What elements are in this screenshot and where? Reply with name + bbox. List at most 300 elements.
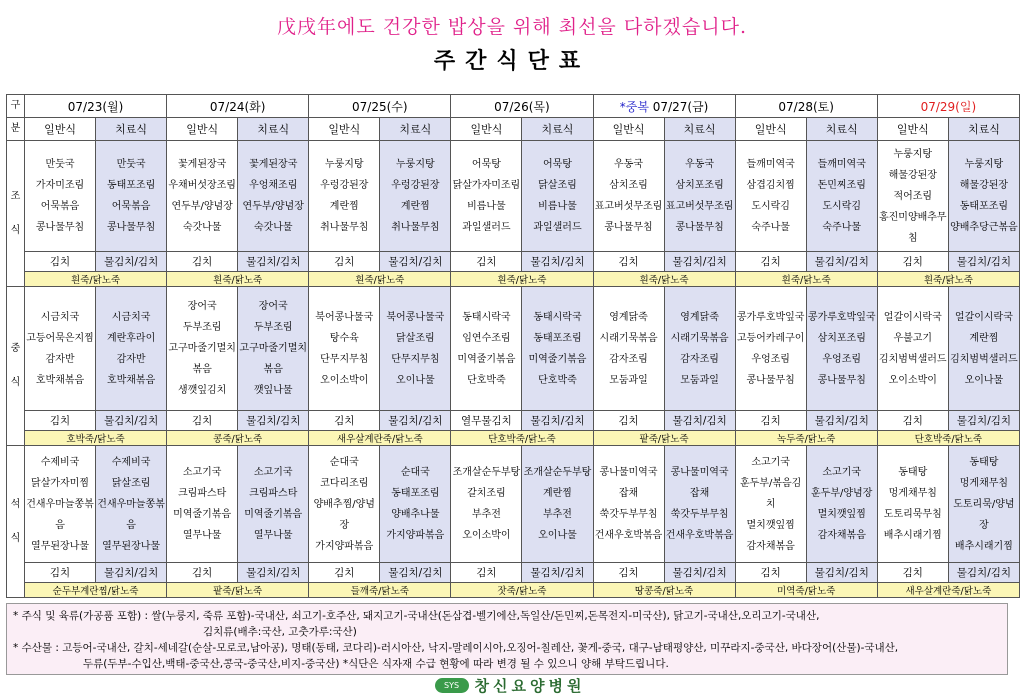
lunch-diet-dishes xyxy=(238,287,309,411)
diet-kimchi-cell: 물김치/김치 xyxy=(380,563,451,583)
hospital-logo-mark: SYS xyxy=(435,678,469,693)
kimchi-cell: 김치 xyxy=(593,252,664,272)
dinner-regular-dishes xyxy=(309,446,380,563)
dish-item: 순대국 xyxy=(329,456,359,468)
slogan-banner: 戊戌年에도 건강한 밥상을 위해 최선을 다하겠습니다. xyxy=(277,16,747,38)
day-date-header xyxy=(25,95,167,118)
dish-item: 닭살조림 xyxy=(538,180,577,191)
dish-item: 수제비국 xyxy=(111,456,151,468)
dish-item: 우엉채조림 xyxy=(249,180,298,191)
dish-item: 시금치국 xyxy=(40,311,80,323)
diet-kimchi-cell: 물김치/김치 xyxy=(806,252,877,272)
dish-item: 동태포조림 xyxy=(391,488,440,499)
dish-item: 콩나물무침 xyxy=(746,374,795,386)
day-date: 07/24(화) xyxy=(209,99,266,114)
dish-item: 오이나물 xyxy=(396,374,435,386)
dish-item: 호박채볶음 xyxy=(106,374,156,386)
kimchi-cell: 김치 xyxy=(167,411,238,431)
hospital-name: 창신요양병원 xyxy=(474,676,586,695)
origin-notes xyxy=(6,603,1008,675)
breakfast-regular-dishes xyxy=(451,141,522,252)
dish-item: 닭살조림 xyxy=(396,332,435,344)
dish-item: 누룽지탕 xyxy=(964,159,1004,170)
dinner-regular-dishes xyxy=(25,446,96,563)
porridge-cell: 땅콩죽/닭노죽 xyxy=(593,583,735,598)
row-header-top: 구 xyxy=(7,95,25,118)
dish-item: 열무나물 xyxy=(182,530,222,541)
dish-item: 소고기국 xyxy=(182,467,222,478)
dish-item: 가자미조림 xyxy=(35,180,85,191)
day-date: 07/26(목) xyxy=(494,99,550,114)
dish-item: 계란찜 xyxy=(969,332,999,344)
meal-label-char: 식 xyxy=(10,224,21,236)
dinner-regular-dishes xyxy=(735,446,806,563)
dish-item: 오이나물 xyxy=(538,530,577,541)
dish-item: 건새우호박볶음 xyxy=(594,530,663,541)
dish-item: 삼치조림 xyxy=(609,180,648,191)
dinner-diet-dishes xyxy=(380,446,451,563)
diet-type-label: 치료식 xyxy=(96,118,167,141)
breakfast-diet-dishes xyxy=(380,141,451,252)
porridge-cell: 흰죽/닭노죽 xyxy=(735,272,877,287)
dish-item: 김치범벅샐러드 xyxy=(950,353,1018,365)
dish-item: 감자채볶음 xyxy=(746,540,795,552)
dish-item: 양배추당근볶음 xyxy=(950,222,1018,233)
dish-item: 어묵탕 xyxy=(542,159,572,170)
dish-item: 멍게채무침 xyxy=(888,488,937,499)
dish-item: 멍게채무침 xyxy=(959,477,1009,489)
diet-type-label: 치료식 xyxy=(948,118,1019,141)
weekly-menu-table xyxy=(6,94,1020,598)
dish-item: 부추전 xyxy=(542,509,572,520)
dish-item: 크림파스타 xyxy=(249,488,298,499)
dish-item: 들깨미역국 xyxy=(817,159,866,170)
meal-label-char: 식 xyxy=(10,532,21,544)
dish-item: 꽃게된장국 xyxy=(178,159,227,170)
kimchi-cell: 김치 xyxy=(877,411,948,431)
dish-item: 북어콩나물국 xyxy=(315,311,374,323)
dish-item: 감자반 xyxy=(45,353,75,365)
dish-item: 건새우마늘쫑볶음 xyxy=(26,498,94,531)
lunch-diet-dishes xyxy=(380,287,451,411)
kimchi-cell: 열무물김치 xyxy=(451,411,522,431)
porridge-cell: 순두부계란찜/닭노죽 xyxy=(25,583,167,598)
dish-item: 순대국 xyxy=(400,467,430,478)
dish-item: 장어국 xyxy=(187,301,217,312)
dish-item: 얼갈이시락국 xyxy=(954,311,1013,323)
dish-item: 과일샐러드 xyxy=(462,222,511,233)
dish-item: 어묵볶음 xyxy=(40,201,80,212)
porridge-cell: 흰죽/닭노죽 xyxy=(593,272,735,287)
lunch-diet-dishes xyxy=(948,287,1019,411)
dish-item: 고구마줄기멸치볶음 xyxy=(168,343,236,375)
porridge-cell: 새우살계란죽/닭노죽 xyxy=(309,431,451,446)
regular-type-label: 일반식 xyxy=(309,118,380,141)
kimchi-cell: 김치 xyxy=(309,563,380,583)
dish-item: 과일샐러드 xyxy=(533,222,582,233)
dish-item: 양배추나물 xyxy=(391,509,440,520)
dish-item: 닭살가자미찜 xyxy=(31,477,90,489)
regular-type-label: 일반식 xyxy=(877,118,948,141)
breakfast-regular-dishes xyxy=(593,141,664,252)
diet-kimchi-cell: 물김치/김치 xyxy=(948,411,1019,431)
day-date-header xyxy=(593,95,735,118)
dish-item: 취나물무침 xyxy=(391,222,440,233)
dish-item: 조개살순두부탕 xyxy=(523,467,592,478)
diet-type-label: 치료식 xyxy=(522,118,593,141)
diet-kimchi-cell: 물김치/김치 xyxy=(522,252,593,272)
diet-type-label: 치료식 xyxy=(664,118,735,141)
breakfast-regular-dishes xyxy=(735,141,806,252)
dish-item: 미역줄기볶음 xyxy=(457,353,516,365)
lunch-diet-dishes xyxy=(664,287,735,411)
dish-item: 비름나물 xyxy=(467,201,506,212)
dish-item: 쑥갓두부무침 xyxy=(599,509,658,520)
diet-kimchi-cell: 물김치/김치 xyxy=(380,411,451,431)
dish-item: 단호박죽 xyxy=(467,374,506,386)
lunch-regular-dishes xyxy=(735,287,806,411)
meal-label-dinner xyxy=(7,446,25,598)
dish-item: 연두부/양념장 xyxy=(242,201,304,212)
dish-item: 연두부/양념장 xyxy=(171,201,233,212)
dish-item: 계란찜 xyxy=(400,201,430,212)
diet-kimchi-cell: 물김치/김치 xyxy=(806,563,877,583)
dish-item: 수제비국 xyxy=(40,456,80,468)
dish-item: 갈치조림 xyxy=(467,488,506,499)
dish-item: 우렁강된장 xyxy=(320,180,369,191)
diet-kimchi-cell: 물김치/김치 xyxy=(664,563,735,583)
dish-item: 모둠과일 xyxy=(609,374,648,386)
dish-item: 숙갓나물 xyxy=(253,222,293,233)
porridge-cell: 미역죽/닭노죽 xyxy=(735,583,877,598)
meal-label-breakfast xyxy=(7,141,25,287)
breakfast-regular-dishes xyxy=(25,141,96,252)
porridge-cell: 흰죽/닭노죽 xyxy=(877,272,1019,287)
breakfast-diet-dishes xyxy=(664,141,735,252)
dish-item: 미역줄기볶음 xyxy=(244,509,303,520)
porridge-cell: 흰죽/닭노죽 xyxy=(167,272,309,287)
dish-item: 숙주나물 xyxy=(822,222,862,233)
dish-item: 영계닭죽 xyxy=(680,311,719,323)
dish-item: 코다리조림 xyxy=(320,477,369,489)
breakfast-diet-dishes xyxy=(238,141,309,252)
porridge-cell: 흰죽/닭노죽 xyxy=(309,272,451,287)
dish-item: 우렁강된장 xyxy=(391,180,440,191)
dish-item: 콩나물무침 xyxy=(604,222,653,233)
dish-item: 배추시래기찜 xyxy=(954,540,1013,552)
dish-item: 콩나물미역국 xyxy=(670,467,729,478)
dish-item: 콩나물미역국 xyxy=(599,467,658,478)
breakfast-diet-dishes xyxy=(522,141,593,252)
dish-item: 돈민찌조림 xyxy=(817,180,866,191)
dish-item: 누룽지탕 xyxy=(324,159,364,170)
hospital-logo xyxy=(360,676,660,694)
dish-item: 오이소박이 xyxy=(320,374,369,386)
regular-type-label: 일반식 xyxy=(593,118,664,141)
diet-kimchi-cell: 물김치/김치 xyxy=(948,563,1019,583)
dish-item: 우엉조림 xyxy=(822,353,862,365)
dish-item: 호박채볶음 xyxy=(35,374,85,386)
day-date-header xyxy=(451,95,593,118)
meal-label-char: 중 xyxy=(10,343,21,354)
dish-item: 비름나물 xyxy=(538,201,577,212)
porridge-cell: 새우살계란죽/닭노죽 xyxy=(877,583,1019,598)
kimchi-cell: 김치 xyxy=(25,563,96,583)
day-date-header xyxy=(167,95,309,118)
dinner-diet-dishes xyxy=(96,446,167,563)
dish-item: 단무지무침 xyxy=(320,353,369,365)
dish-item: 열무나물 xyxy=(253,530,293,541)
breakfast-diet-dishes xyxy=(806,141,877,252)
dinner-regular-dishes xyxy=(167,446,238,563)
dish-item: 감자조림 xyxy=(680,353,719,365)
dish-item: 단호박죽 xyxy=(538,374,577,386)
dish-item: 단무지무침 xyxy=(391,353,440,365)
meal-label-char: 조 xyxy=(10,190,21,202)
dish-item: 동태시락국 xyxy=(533,311,582,323)
dinner-diet-dishes xyxy=(806,446,877,563)
dinner-diet-dishes xyxy=(238,446,309,563)
kimchi-cell: 김치 xyxy=(735,411,806,431)
regular-type-label: 일반식 xyxy=(167,118,238,141)
dish-item: 영계닭죽 xyxy=(609,311,648,323)
dish-item: 두부조림 xyxy=(253,322,293,333)
dish-item: 시금치국 xyxy=(111,311,151,323)
porridge-cell: 콩죽/닭노죽 xyxy=(167,431,309,446)
diet-kimchi-cell: 물김치/김치 xyxy=(522,411,593,431)
dish-item: 동태탕 xyxy=(969,456,999,468)
dish-item: 콩나물무침 xyxy=(675,222,724,233)
dish-item: 두부조림 xyxy=(182,322,222,333)
dish-item: 적어조림 xyxy=(893,190,933,202)
regular-type-label: 일반식 xyxy=(25,118,96,141)
breakfast-diet-dishes xyxy=(96,141,167,252)
dish-item: 열무된장나물 xyxy=(31,540,90,552)
dish-item: 배추시래기찜 xyxy=(883,530,942,541)
row-header-bottom: 분 xyxy=(7,118,25,141)
dish-item: 계란후라이 xyxy=(106,332,156,344)
dish-item: 어묵볶음 xyxy=(111,201,151,212)
dish-item: 닭살조림 xyxy=(111,477,151,489)
kimchi-cell: 김치 xyxy=(735,563,806,583)
dish-item: 생깻잎김치 xyxy=(178,385,227,396)
dish-item: 감자조림 xyxy=(609,353,648,365)
dish-item: 훈두부/양념장 xyxy=(811,488,873,499)
dish-item: 소고기국 xyxy=(253,467,293,478)
lunch-regular-dishes xyxy=(877,287,948,411)
dish-item: 동태시락국 xyxy=(462,311,511,323)
kimchi-cell: 김치 xyxy=(309,252,380,272)
dish-item: 도토리묵무침 xyxy=(883,509,942,520)
dish-item: 만둣국 xyxy=(45,159,75,170)
breakfast-diet-dishes xyxy=(948,141,1019,252)
diet-kimchi-cell: 물김치/김치 xyxy=(664,411,735,431)
kimchi-cell: 김치 xyxy=(167,252,238,272)
dish-item: 꽃게된장국 xyxy=(249,159,298,170)
porridge-cell: 녹두죽/닭노죽 xyxy=(735,431,877,446)
dish-item: 미역줄기볶음 xyxy=(528,353,587,365)
regular-type-label: 일반식 xyxy=(735,118,806,141)
dish-item: 감자반 xyxy=(116,353,146,365)
dish-item: 모둠과일 xyxy=(680,374,719,386)
dish-item: 크림파스타 xyxy=(178,488,227,499)
dish-item: 취나물무침 xyxy=(320,222,369,233)
dish-item: 미역줄기볶음 xyxy=(173,509,232,520)
day-date: 07/23(월) xyxy=(67,99,124,114)
diet-kimchi-cell: 물김치/김치 xyxy=(522,563,593,583)
day-date: 07/25(수) xyxy=(352,99,408,114)
dinner-diet-dishes xyxy=(522,446,593,563)
dish-item: 고등어묵은지찜 xyxy=(26,332,94,344)
dish-item: 콩나물무침 xyxy=(35,222,85,233)
note-line: 김치류(배추:국산, 고춧가루:국산) xyxy=(203,626,357,638)
porridge-cell: 팥죽/닭노죽 xyxy=(167,583,309,598)
dish-item: 동태포조림 xyxy=(533,332,582,344)
kimchi-cell: 김치 xyxy=(309,411,380,431)
dish-item: 장어국 xyxy=(258,301,288,312)
dish-item: 콩나물무침 xyxy=(817,374,866,386)
lunch-regular-dishes xyxy=(309,287,380,411)
dish-item: 조개살순두부탕 xyxy=(452,467,521,478)
note-line: * 주식 및 육류(가공품 포함) : 쌀(누룽지, 죽류 포함)-국내산, 쇠고기-호주산, 돼지고기-국내산(돈삼겹-벨기에산,독일산/돈민찌,돈목전지-미국산), 닭고기-국내산,오리고기-국내산, xyxy=(13,610,820,622)
breakfast-regular-dishes xyxy=(877,141,948,252)
dish-item: 양배추찜/양념장 xyxy=(313,498,375,531)
porridge-cell: 단호박죽/닭노죽 xyxy=(877,431,1019,446)
diet-kimchi-cell: 물김치/김치 xyxy=(806,411,877,431)
diet-kimchi-cell: 물김치/김치 xyxy=(380,252,451,272)
dish-item: 도토리묵/양념장 xyxy=(953,498,1015,531)
lunch-regular-dishes xyxy=(25,287,96,411)
dish-item: 닭살가자미조림 xyxy=(452,180,521,191)
dish-item: 표고버섯무조림 xyxy=(594,201,663,212)
kimchi-cell: 김치 xyxy=(451,252,522,272)
lunch-diet-dishes xyxy=(96,287,167,411)
dish-item: 잡채 xyxy=(689,488,710,499)
kimchi-cell: 김치 xyxy=(593,411,664,431)
lunch-diet-dishes xyxy=(522,287,593,411)
dish-item: 우채버섯장조림 xyxy=(168,180,236,191)
dish-item: 쑥갓두부무침 xyxy=(670,509,729,520)
lunch-regular-dishes xyxy=(167,287,238,411)
lunch-regular-dishes xyxy=(593,287,664,411)
dish-item: 가지양파볶음 xyxy=(315,540,374,552)
dish-item: 건새우호박볶음 xyxy=(665,530,734,541)
dish-item: 들깨미역국 xyxy=(746,159,795,170)
dish-item: 동태탕 xyxy=(898,467,928,478)
dish-item: 우동국 xyxy=(614,159,644,170)
porridge-cell: 들깨죽/닭노죽 xyxy=(309,583,451,598)
dish-item: 동태포조림 xyxy=(959,201,1009,212)
dish-item: 오이소박이 xyxy=(888,374,937,386)
lunch-diet-dishes xyxy=(806,287,877,411)
meal-label-char: 석 xyxy=(10,498,21,510)
note-line: * 수산물 : 고등어-국내산, 갈치-세네갈(순살-모로코,남아공), 명태(동태, 코다리)-러시아산, 낙지-말레이시아,오징어-칠레산, 꽃게-중국, 대구-남태평양산, 미꾸라지-중국산, 바다장어(산물)-국내산, xyxy=(13,642,899,654)
kimchi-cell: 김치 xyxy=(877,252,948,272)
dish-item: 어묵탕 xyxy=(471,159,501,170)
dish-item: 북어콩나물국 xyxy=(386,311,445,323)
dish-item: 만둣국 xyxy=(116,159,146,170)
dish-item: 탕수육 xyxy=(329,332,359,344)
day-date-header xyxy=(309,95,451,118)
dish-item: 고등어카레구이 xyxy=(736,332,805,344)
dish-item: 표고버섯무조림 xyxy=(665,201,734,212)
dinner-regular-dishes xyxy=(877,446,948,563)
dish-item: 해물강된장 xyxy=(888,169,937,181)
dish-item: 소고기국 xyxy=(822,467,862,478)
regular-type-label: 일반식 xyxy=(451,118,522,141)
dish-item: 홍진미양배추무침 xyxy=(878,211,947,244)
day-date: 07/29(일) xyxy=(920,99,977,114)
dish-item: 시래기묵볶음 xyxy=(670,332,729,344)
dish-item: 가지양파볶음 xyxy=(386,530,445,541)
diet-kimchi-cell: 물김치/김치 xyxy=(96,411,167,431)
diet-kimchi-cell: 물김치/김치 xyxy=(96,563,167,583)
day-date: 07/28(토) xyxy=(778,99,834,114)
dish-item: 열무된장나물 xyxy=(102,540,161,552)
diet-type-label: 치료식 xyxy=(380,118,451,141)
kimchi-cell: 김치 xyxy=(877,563,948,583)
dish-item: 동태포조림 xyxy=(106,180,156,191)
dish-item: 숙갓나물 xyxy=(182,222,222,233)
dish-item: 김치범벅샐러드 xyxy=(878,353,947,365)
dish-item: 삼치포조림 xyxy=(817,332,866,344)
day-date: 07/27(금) xyxy=(652,99,709,114)
dish-item: 멸치깻잎찜 xyxy=(746,519,795,531)
meal-label-lunch xyxy=(7,287,25,446)
page-title: 주간식단표 xyxy=(433,49,591,74)
dinner-regular-dishes xyxy=(593,446,664,563)
diet-kimchi-cell: 물김치/김치 xyxy=(664,252,735,272)
dish-item: 훈두부/볶음김치 xyxy=(739,477,802,510)
dish-item: 삼겹김치찜 xyxy=(746,180,795,191)
dish-item: 잡채 xyxy=(618,488,639,499)
kimchi-cell: 김치 xyxy=(25,411,96,431)
note-line: 두류(두부-수입산,백태-중국산,콩국-중국산,비지-중국산) *식단은 식자재 수급 현황에 따라 변경 될 수 있으니 양해 부탁드립니다. xyxy=(83,658,669,670)
kimchi-cell: 김치 xyxy=(735,252,806,272)
dinner-regular-dishes xyxy=(451,446,522,563)
porridge-cell: 호박죽/닭노죽 xyxy=(25,431,167,446)
day-date-header xyxy=(877,95,1019,118)
dish-item: 누룽지탕 xyxy=(893,148,933,160)
dish-item: 도시락김 xyxy=(822,201,862,212)
kimchi-cell: 김치 xyxy=(25,252,96,272)
dish-item: 오이소박이 xyxy=(462,530,511,541)
dish-item: 우동국 xyxy=(685,159,715,170)
dish-item: 멸치깻잎찜 xyxy=(817,509,866,520)
dish-item: 임연수조림 xyxy=(462,332,511,344)
dish-item: 누룽지탕 xyxy=(396,159,435,170)
diet-kimchi-cell: 물김치/김치 xyxy=(238,563,309,583)
dish-item: 해물강된장 xyxy=(959,180,1009,191)
meal-label-char: 식 xyxy=(10,377,21,388)
dish-item: 시래기묵볶음 xyxy=(599,332,658,344)
kimchi-cell: 김치 xyxy=(167,563,238,583)
diet-type-label: 치료식 xyxy=(238,118,309,141)
dish-item: 부추전 xyxy=(471,509,501,520)
porridge-cell: 흰죽/닭노죽 xyxy=(25,272,167,287)
dish-item: 얼갈이시락국 xyxy=(883,311,942,323)
dish-item: 콩가루호박잎국 xyxy=(736,311,805,323)
dish-item: 삼치포조림 xyxy=(675,180,724,191)
porridge-cell: 단호박죽/닭노죽 xyxy=(451,431,593,446)
dish-item: 소고기국 xyxy=(751,456,790,468)
kimchi-cell: 김치 xyxy=(451,563,522,583)
dish-item: 우불고기 xyxy=(893,332,933,344)
dish-item: 오이나물 xyxy=(964,374,1004,386)
holiday-marker: *중복 xyxy=(619,99,649,114)
day-date-header xyxy=(735,95,877,118)
dish-item: 감자채볶음 xyxy=(817,530,866,541)
